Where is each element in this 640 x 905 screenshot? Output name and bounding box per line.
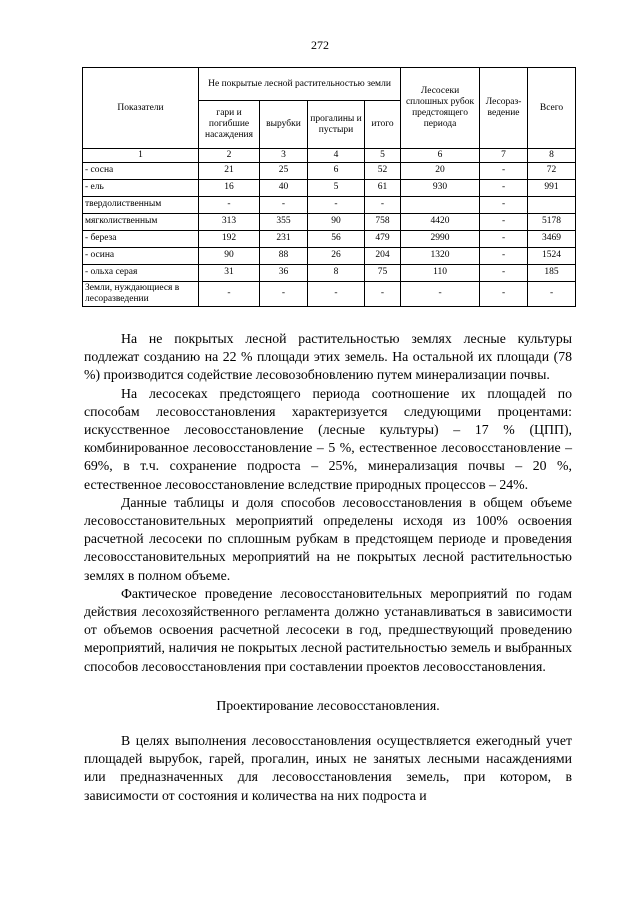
- table-cell: -: [199, 196, 260, 213]
- subheader-burned: гари и погибшие насаждения: [199, 101, 260, 149]
- table-row: [83, 162, 576, 179]
- table-row: [83, 264, 576, 281]
- table-row: [83, 247, 576, 264]
- header-unforested-lands: Не покрытые лесной растительностью земли: [199, 68, 401, 101]
- table-cell: 90: [199, 247, 260, 264]
- table-cell: -: [199, 281, 260, 306]
- table-cell: -: [401, 281, 480, 306]
- table-cell: -: [480, 213, 528, 230]
- table-cell: 36: [260, 264, 308, 281]
- table-cell: 20: [401, 162, 480, 179]
- header-afforestation: Лесораз-ведение: [480, 68, 528, 149]
- table-cell: 1320: [401, 247, 480, 264]
- table-cell: 3469: [528, 230, 576, 247]
- table-cell: -: [480, 230, 528, 247]
- table-cell: 25: [260, 162, 308, 179]
- table-cell: 16: [199, 179, 260, 196]
- header-total: Всего: [528, 68, 576, 149]
- column-number-row: [83, 149, 576, 163]
- paragraph: На лесосеках предстоящего периода соотношение их площадей по способам лесовосстановления характеризуется следующими процентами: искусственное лесовосстановление (лесные культуры) – 17 % (ЦПП), комбинированное лесовосстановление – 5 %, естественное лесовосстановление – 69%, в т.ч. сохранение подроста – 25%, минерализация почвы – 20 %, естественное лесовосстановление вследствие природных процессов – 24%.: [84, 385, 572, 492]
- body-text: [84, 330, 572, 805]
- table-cell: -: [308, 196, 365, 213]
- table-cell: -: [260, 196, 308, 213]
- table-cell: 90: [308, 213, 365, 230]
- table-cell: -: [480, 247, 528, 264]
- table-cell: 8: [308, 264, 365, 281]
- table-cell: 75: [365, 264, 401, 281]
- table-cell: -: [365, 281, 401, 306]
- column-number: 6: [401, 149, 480, 163]
- column-number: 3: [260, 149, 308, 163]
- table-row: [83, 230, 576, 247]
- row-label: Земли, нуждающиеся в лесоразведении: [83, 281, 199, 306]
- table-cell: -: [480, 179, 528, 196]
- column-number: 8: [528, 149, 576, 163]
- table-cell: -: [480, 162, 528, 179]
- table-cell: -: [308, 281, 365, 306]
- table-cell: 2990: [401, 230, 480, 247]
- table-cell: 231: [260, 230, 308, 247]
- paragraph: На не покрытых лесной растительностью землях лесные культуры подлежат созданию на 22 % площади этих земель. На остальной их площади (78 %) производится содействие лесовозобновлению путем минерализации почвы.: [84, 331, 572, 383]
- table-cell: 758: [365, 213, 401, 230]
- table-cell: 1524: [528, 247, 576, 264]
- table-cell: -: [260, 281, 308, 306]
- table-cell: 110: [401, 264, 480, 281]
- section-heading: Проектирование лесовосстановления.: [216, 697, 440, 713]
- row-label: - ольха серая: [83, 264, 199, 281]
- row-label: - береза: [83, 230, 199, 247]
- table-cell: 40: [260, 179, 308, 196]
- column-number: 7: [480, 149, 528, 163]
- paragraph: Данные таблицы и доля способов лесовосстановления в общем объеме лесовосстановительных мероприятий определены исходя из 100% освоения расчетной лесосеки по сплошным рубкам в предстоящем периоде и проведения лесовосстановительных мероприятий на не покрытых лесной растительностью землях в полном объеме.: [84, 494, 572, 583]
- table-cell: [528, 196, 576, 213]
- table-cell: [401, 196, 480, 213]
- paragraph: Фактическое проведение лесовосстановительных мероприятий по годам действия лесохозяйственного регламента должно устанавливаться в зависимости от объемов освоения расчетной лесосеки в год, предшествующий проведению мероприятий, наличия не покрытых лесной растительностью земель и выбранных способов лесовосстановления при составлении проектов лесовосстановления.: [84, 585, 572, 674]
- table-row: [83, 213, 576, 230]
- table-row: [83, 179, 576, 196]
- table-cell: 56: [308, 230, 365, 247]
- table-cell: -: [528, 281, 576, 306]
- column-number: 5: [365, 149, 401, 163]
- table-cell: 313: [199, 213, 260, 230]
- table-cell: 5178: [528, 213, 576, 230]
- table-cell: 204: [365, 247, 401, 264]
- row-label: - осина: [83, 247, 199, 264]
- column-number: 1: [83, 149, 199, 163]
- row-label: мягколиственным: [83, 213, 199, 230]
- table-cell: 72: [528, 162, 576, 179]
- table-cell: 930: [401, 179, 480, 196]
- table-row: [83, 196, 576, 213]
- forest-restoration-table: [82, 67, 576, 307]
- table-cell: -: [365, 196, 401, 213]
- table-cell: 31: [199, 264, 260, 281]
- row-label: - ель: [83, 179, 199, 196]
- table-cell: -: [480, 264, 528, 281]
- table-cell: 61: [365, 179, 401, 196]
- table-cell: 21: [199, 162, 260, 179]
- header-clearcuts: Лесосеки сплошных рубок предстоящего периода: [401, 68, 480, 149]
- table-cell: 991: [528, 179, 576, 196]
- table-cell: 4420: [401, 213, 480, 230]
- table-cell: 26: [308, 247, 365, 264]
- header-indicator: Показатели: [83, 68, 199, 149]
- row-label: твердолиственным: [83, 196, 199, 213]
- table-cell: 479: [365, 230, 401, 247]
- page-number: 272: [311, 38, 329, 52]
- table-cell: 355: [260, 213, 308, 230]
- subheader-subtotal: итого: [365, 101, 401, 149]
- table-cell: -: [480, 281, 528, 306]
- column-number: 2: [199, 149, 260, 163]
- table-cell: 52: [365, 162, 401, 179]
- paragraph: В целях выполнения лесовосстановления осуществляется ежегодный учет площадей вырубок, гарей, прогалин, иных не занятых лесными насаждениями или предназначенных для лесовосстановления земель, при котором, в зависимости от состояния и количества на них подроста и: [84, 733, 572, 803]
- table-row: [83, 281, 576, 306]
- subheader-cuttings: вырубки: [260, 101, 308, 149]
- table-cell: 192: [199, 230, 260, 247]
- subheader-glades: прогалины и пустыри: [308, 101, 365, 149]
- table-cell: 5: [308, 179, 365, 196]
- table-cell: 88: [260, 247, 308, 264]
- table-cell: 6: [308, 162, 365, 179]
- column-number: 4: [308, 149, 365, 163]
- table-cell: 185: [528, 264, 576, 281]
- table-cell: -: [480, 196, 528, 213]
- row-label: - сосна: [83, 162, 199, 179]
